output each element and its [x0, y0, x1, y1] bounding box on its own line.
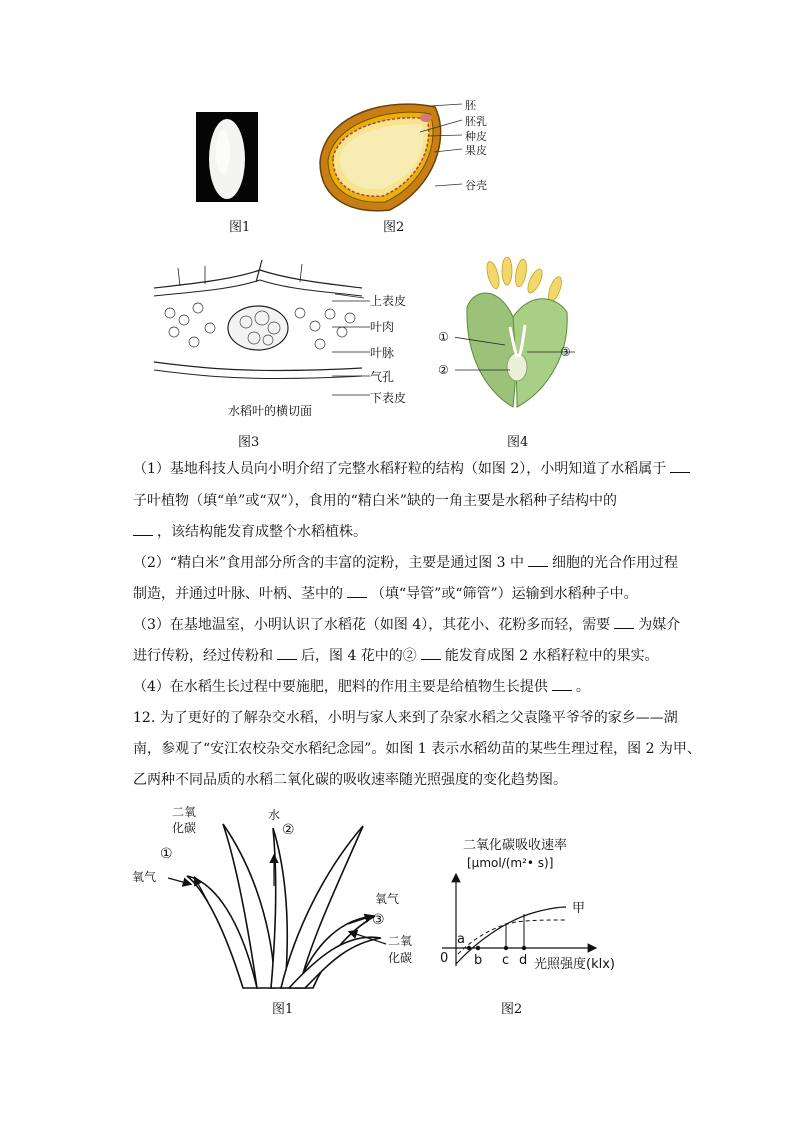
q11-part3-line1 — [133, 615, 693, 635]
point-label-d: d — [519, 953, 528, 968]
fig3-title: 水稻叶的横切面 — [228, 404, 313, 418]
answer-blank[interactable] — [614, 616, 634, 629]
q12-line3: 乙两种不同品质的水稻二氧化碳的吸收速率随光照强度的变化趋势图。 — [133, 772, 567, 788]
q11-p3-l1b: 为媒介 — [638, 617, 681, 633]
answer-blank[interactable] — [670, 460, 690, 473]
fig4-caption: 图4 — [507, 435, 529, 450]
fig2-label-embryo: 胚 — [465, 99, 476, 112]
plant-label-oxygen-left: 氧气 — [132, 870, 157, 884]
q11-part1-line1 — [133, 459, 693, 479]
answer-blank[interactable] — [421, 647, 441, 660]
fig2-label-seed-coat: 种皮 — [465, 130, 487, 143]
q11-p2-l2a: 制造，并通过叶脉、叶柄、茎中的 — [133, 586, 343, 602]
fig3-leader-lines — [330, 295, 372, 399]
chart-title: 二氧化碳吸收速率 — [463, 838, 568, 853]
q11-part4-line1 — [133, 677, 693, 697]
q11-part3-line2 — [133, 646, 693, 666]
plant-label-oxygen-right: 氧气 — [375, 892, 400, 906]
fig3-label-mesophyll: 叶肉 — [370, 320, 395, 334]
q11-p2-l1b: 细胞的光合作用过程 — [552, 555, 679, 571]
point-label-b: b — [474, 953, 483, 968]
q12-line2: 南，参观了“安江农校杂交水稻纪念园”。如图 1 表示水稻幼苗的某些生理过程，图 2 为甲、 — [133, 741, 701, 757]
fig2-label-endosperm: 胚乳 — [465, 115, 487, 128]
bottom-fig1-caption: 图1 — [272, 1002, 294, 1017]
q11-p3-l2a: 进行传粉，经过传粉和 — [133, 648, 273, 664]
answer-blank[interactable] — [528, 554, 548, 567]
answer-blank[interactable] — [277, 647, 297, 660]
q11-p1-l3-text: ，该结构能发育成整个水稻植株。 — [157, 524, 367, 540]
q11-p4-l1b: 。 — [575, 679, 590, 695]
point-label-c: c — [502, 953, 510, 968]
q11-p1-l1-text: （1）基地科技人员向小明介绍了完整水稻籽粒的结构（如图 2），小明知道了水稻属于 — [133, 461, 667, 477]
point-a — [467, 946, 471, 950]
fig4-label-3: ③ — [560, 345, 571, 359]
q11-p2-l1a: （2）“精白米”食用部分所含的丰富的淀粉，主要是通过图 3 中 — [133, 555, 525, 571]
plant-label-circle-2: ② — [282, 822, 295, 838]
plant-label-water: 水 — [268, 808, 281, 822]
rice-flower-diagram — [455, 257, 580, 412]
fig3-caption: 图3 — [238, 435, 260, 450]
fig2-caption: 图2 — [383, 220, 405, 235]
fig4-label-1: ① — [438, 330, 449, 344]
point-d — [522, 946, 526, 950]
fig3-label-stoma: 气孔 — [370, 370, 395, 384]
chart-xlabel: 光照强度(klx) — [534, 957, 615, 972]
q11-part1-line2: 子叶植物（填“单”或“双”），食用的“精白米”缺的一角主要是水稻种子结构中的 — [133, 493, 617, 509]
fig3-label-upper-epidermis: 上表皮 — [370, 294, 407, 308]
origin-label: 0 — [440, 951, 449, 966]
q11-p3-l1a: （3）在基地温室，小明认识了水稻花（如图 4），其花小、花粉多而轻，需要 — [133, 617, 611, 633]
bottom-fig2-caption: 图2 — [501, 1002, 523, 1017]
rice-grain-image — [196, 112, 258, 202]
fig4-label-2: ② — [438, 363, 449, 377]
q11-part2-line1 — [133, 553, 693, 573]
series-label-jia: 甲 — [572, 901, 586, 916]
figure-4-rice-flower — [455, 257, 580, 412]
seedling-arrows — [150, 840, 413, 980]
fig3-label-vein: 叶脉 — [370, 346, 395, 360]
answer-blank[interactable] — [347, 585, 367, 598]
fig1-caption: 图1 — [229, 220, 251, 235]
series-yi-curve — [458, 920, 566, 954]
point-b — [476, 946, 480, 950]
figure-1-rice-grain — [196, 112, 258, 202]
point-label-a: a — [457, 932, 465, 947]
fig2-label-pericarp: 果皮 — [465, 144, 487, 157]
q11-p2-l2b: （填“导管”或“筛管”）运输到水稻种子中。 — [371, 586, 638, 602]
fig3-label-lower-epidermis: 下表皮 — [370, 391, 407, 405]
q11-p3-l2b: 后，图 4 花中的② — [301, 648, 417, 664]
q11-part2-line2 — [133, 584, 693, 604]
chart-ylabel: [μmol/(m²• s)] — [467, 856, 554, 870]
plant-label-co2-right: 二氧 化碳 — [388, 934, 413, 965]
plant-label-co2-top: 二氧 化碳 — [172, 805, 197, 835]
q11-p4-l1a: （4）在水稻生长过程中要施肥，肥料的作用主要是给植物生长提供 — [133, 679, 548, 695]
answer-blank[interactable] — [552, 678, 572, 691]
plant-label-circle-1: ① — [160, 846, 173, 862]
plant-label-circle-3: ③ — [372, 912, 385, 928]
q12-line1: 12. 为了更好的了解杂交水稻，小明与家人来到了杂家水稻之父袁隆平爷爷的家乡——湖 — [133, 710, 678, 726]
point-c — [504, 946, 508, 950]
answer-blank[interactable] — [133, 523, 153, 536]
q11-part1-line3 — [133, 522, 693, 542]
fig2-label-husk: 谷壳 — [465, 179, 487, 192]
q11-p3-l2c: 能发育成图 2 水稻籽粒中的果实。 — [444, 648, 659, 664]
